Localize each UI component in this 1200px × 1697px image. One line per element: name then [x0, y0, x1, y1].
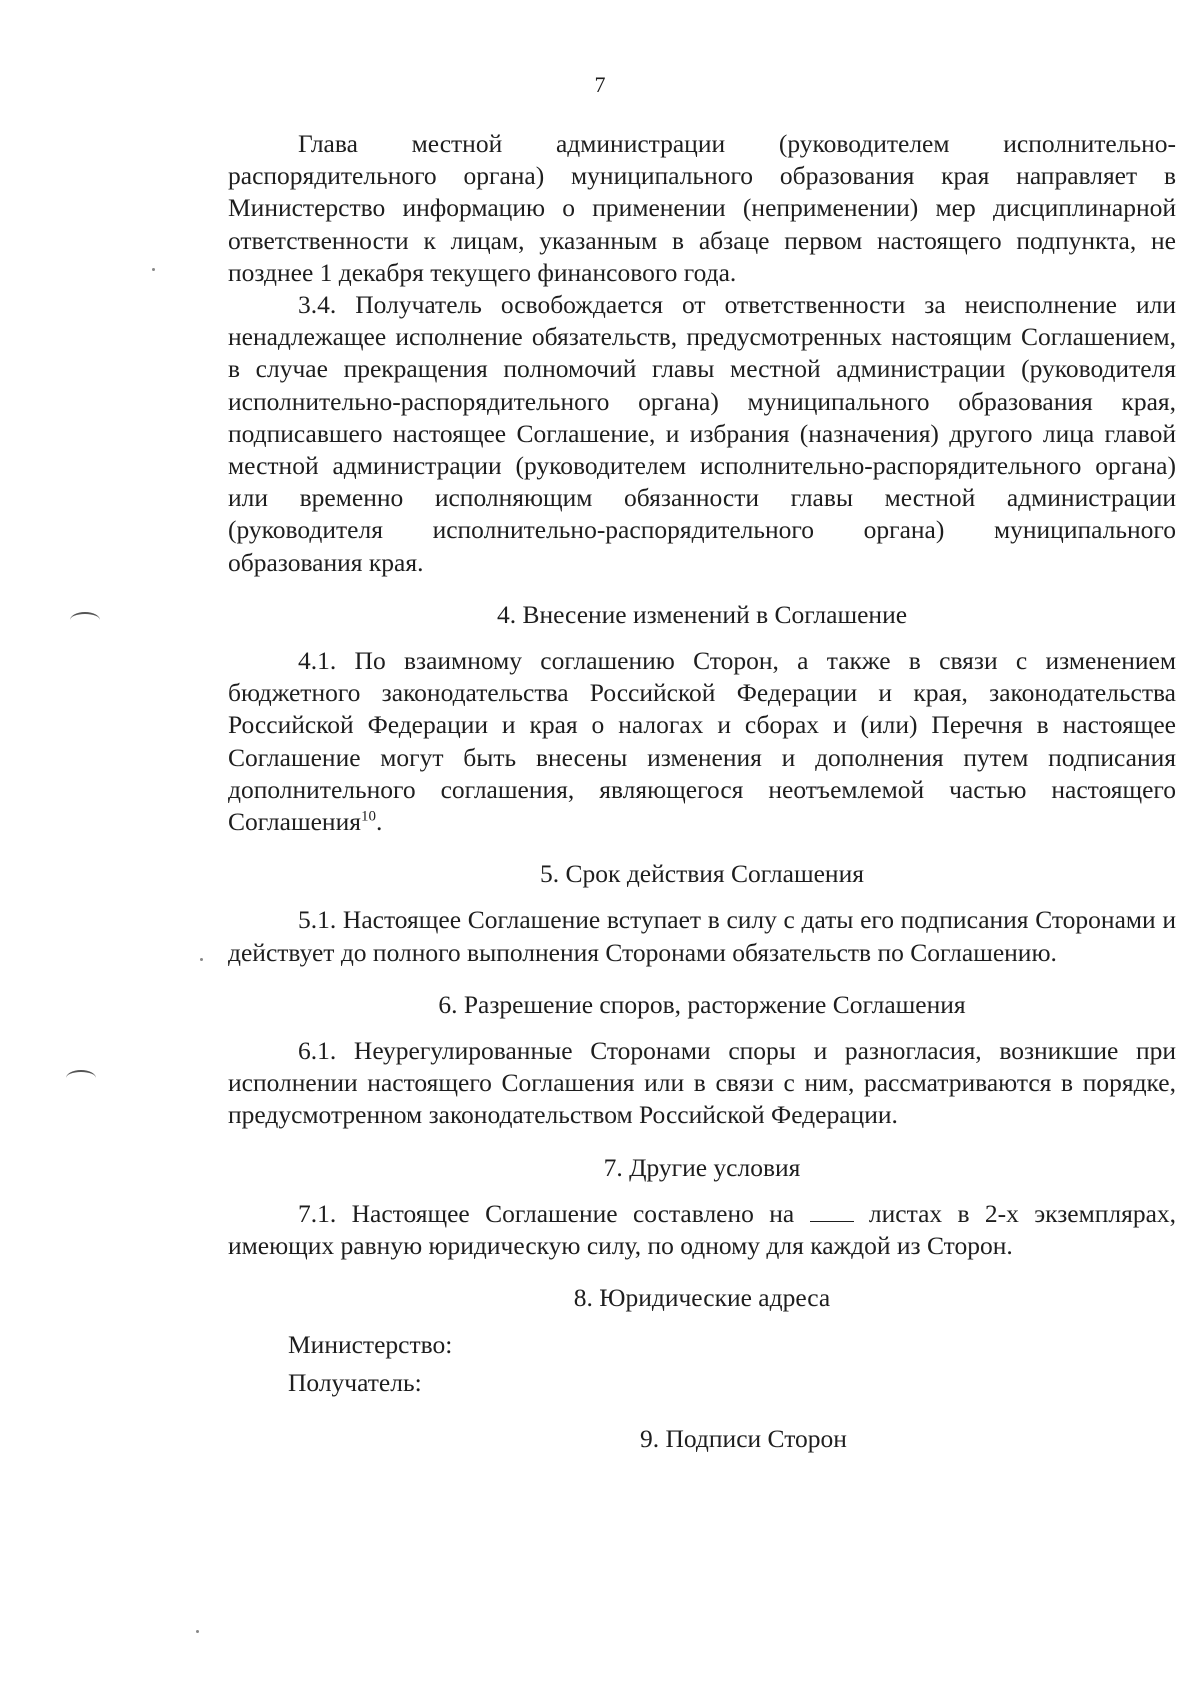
paragraph-7-1-end: листах в 2-х экземплярах, имеющих равную юридическую силу, по одному для каждой из Сторон. [228, 1198, 1177, 1261]
section-6-heading: 6. Разрешение споров, расторжение Соглашения [438, 989, 966, 1019]
address-ministry: Министерство: [288, 1329, 453, 1359]
section-5-heading: 5. Срок действия Соглашения [540, 859, 864, 889]
scan-speck [196, 1630, 199, 1633]
section-8-heading: 8. Юридические адреса [573, 1283, 831, 1313]
paragraph-4-1-end: . [375, 807, 383, 837]
document-body [228, 128, 1176, 1455]
sheets-blank-line [810, 1199, 854, 1222]
paragraph-7-1-start: 7.1. Настоящее Соглашение составлено на [298, 1198, 795, 1228]
section-7-heading: 7. Другие условия [603, 1152, 801, 1182]
paragraph-glava: Глава местной администрации (руководителем исполнительно-распорядительного органа) муниципального образования края направляет в Министерство информацию о применении (неприменении) мер дисциплинарной ответственности к лицам, указанным в абзаце первом настоящего подпункта, не позднее 1 декабря текущего финансового года. [228, 129, 1176, 287]
scan-mark [66, 1070, 96, 1086]
section-9-heading: 9. Подписи Сторон [640, 1423, 847, 1453]
paragraph-5-1: 5.1. Настоящее Соглашение вступает в силу с даты его подписания Сторонами и действует до полного выполнения Сторонами обязательств по Соглашению. [228, 905, 1176, 967]
address-recipient: Получатель: [288, 1367, 422, 1397]
scan-mark [70, 612, 100, 628]
paragraph-4-1 [228, 645, 1176, 838]
paragraph-4-1-text: 4.1. По взаимному соглашению Сторон, а также в связи с изменением бюджетного законодательства Российской Федерации и края, законодательства Российской Федерации и края о налогах и сборах и (или) Перечня в настоящее Соглашение могут быть внесены изменения и дополнения путем подписания дополнительного соглашения, являющегося неотъемлемой частью настоящего Соглашения [228, 646, 1176, 837]
paragraph-7-1 [228, 1198, 1176, 1262]
page-number: 7 [594, 72, 606, 97]
footnote-ref: 10 [360, 808, 376, 825]
scan-speck [200, 958, 203, 961]
paragraph-3-4: 3.4. Получатель освобождается от ответственности за неисполнение или ненадлежащее исполнение обязательств, предусмотренных настоящим Соглашением, в случае прекращения полномочий главы местной администрации (руководителя исполнительно-распорядительного органа) муниципального образования края, подписавшего настоящее Соглашение, и избрания (назначения) другого лица главой местной администрации (руководителем исполнительно-распорядительного органа) или временно исполняющим обязанности главы местной администрации (руководителя исполнительно-распорядительного органа) муниципального образования края. [228, 290, 1176, 577]
scan-speck [152, 268, 155, 271]
section-4-heading: 4. Внесение изменений в Соглашение [496, 599, 908, 629]
paragraph-6-1: 6.1. Неурегулированные Сторонами споры и разногласия, возникшие при исполнении настоящего Соглашения или в связи с ним, рассматриваются в порядке, предусмотренном законодательством Российской Федерации. [228, 1036, 1176, 1130]
